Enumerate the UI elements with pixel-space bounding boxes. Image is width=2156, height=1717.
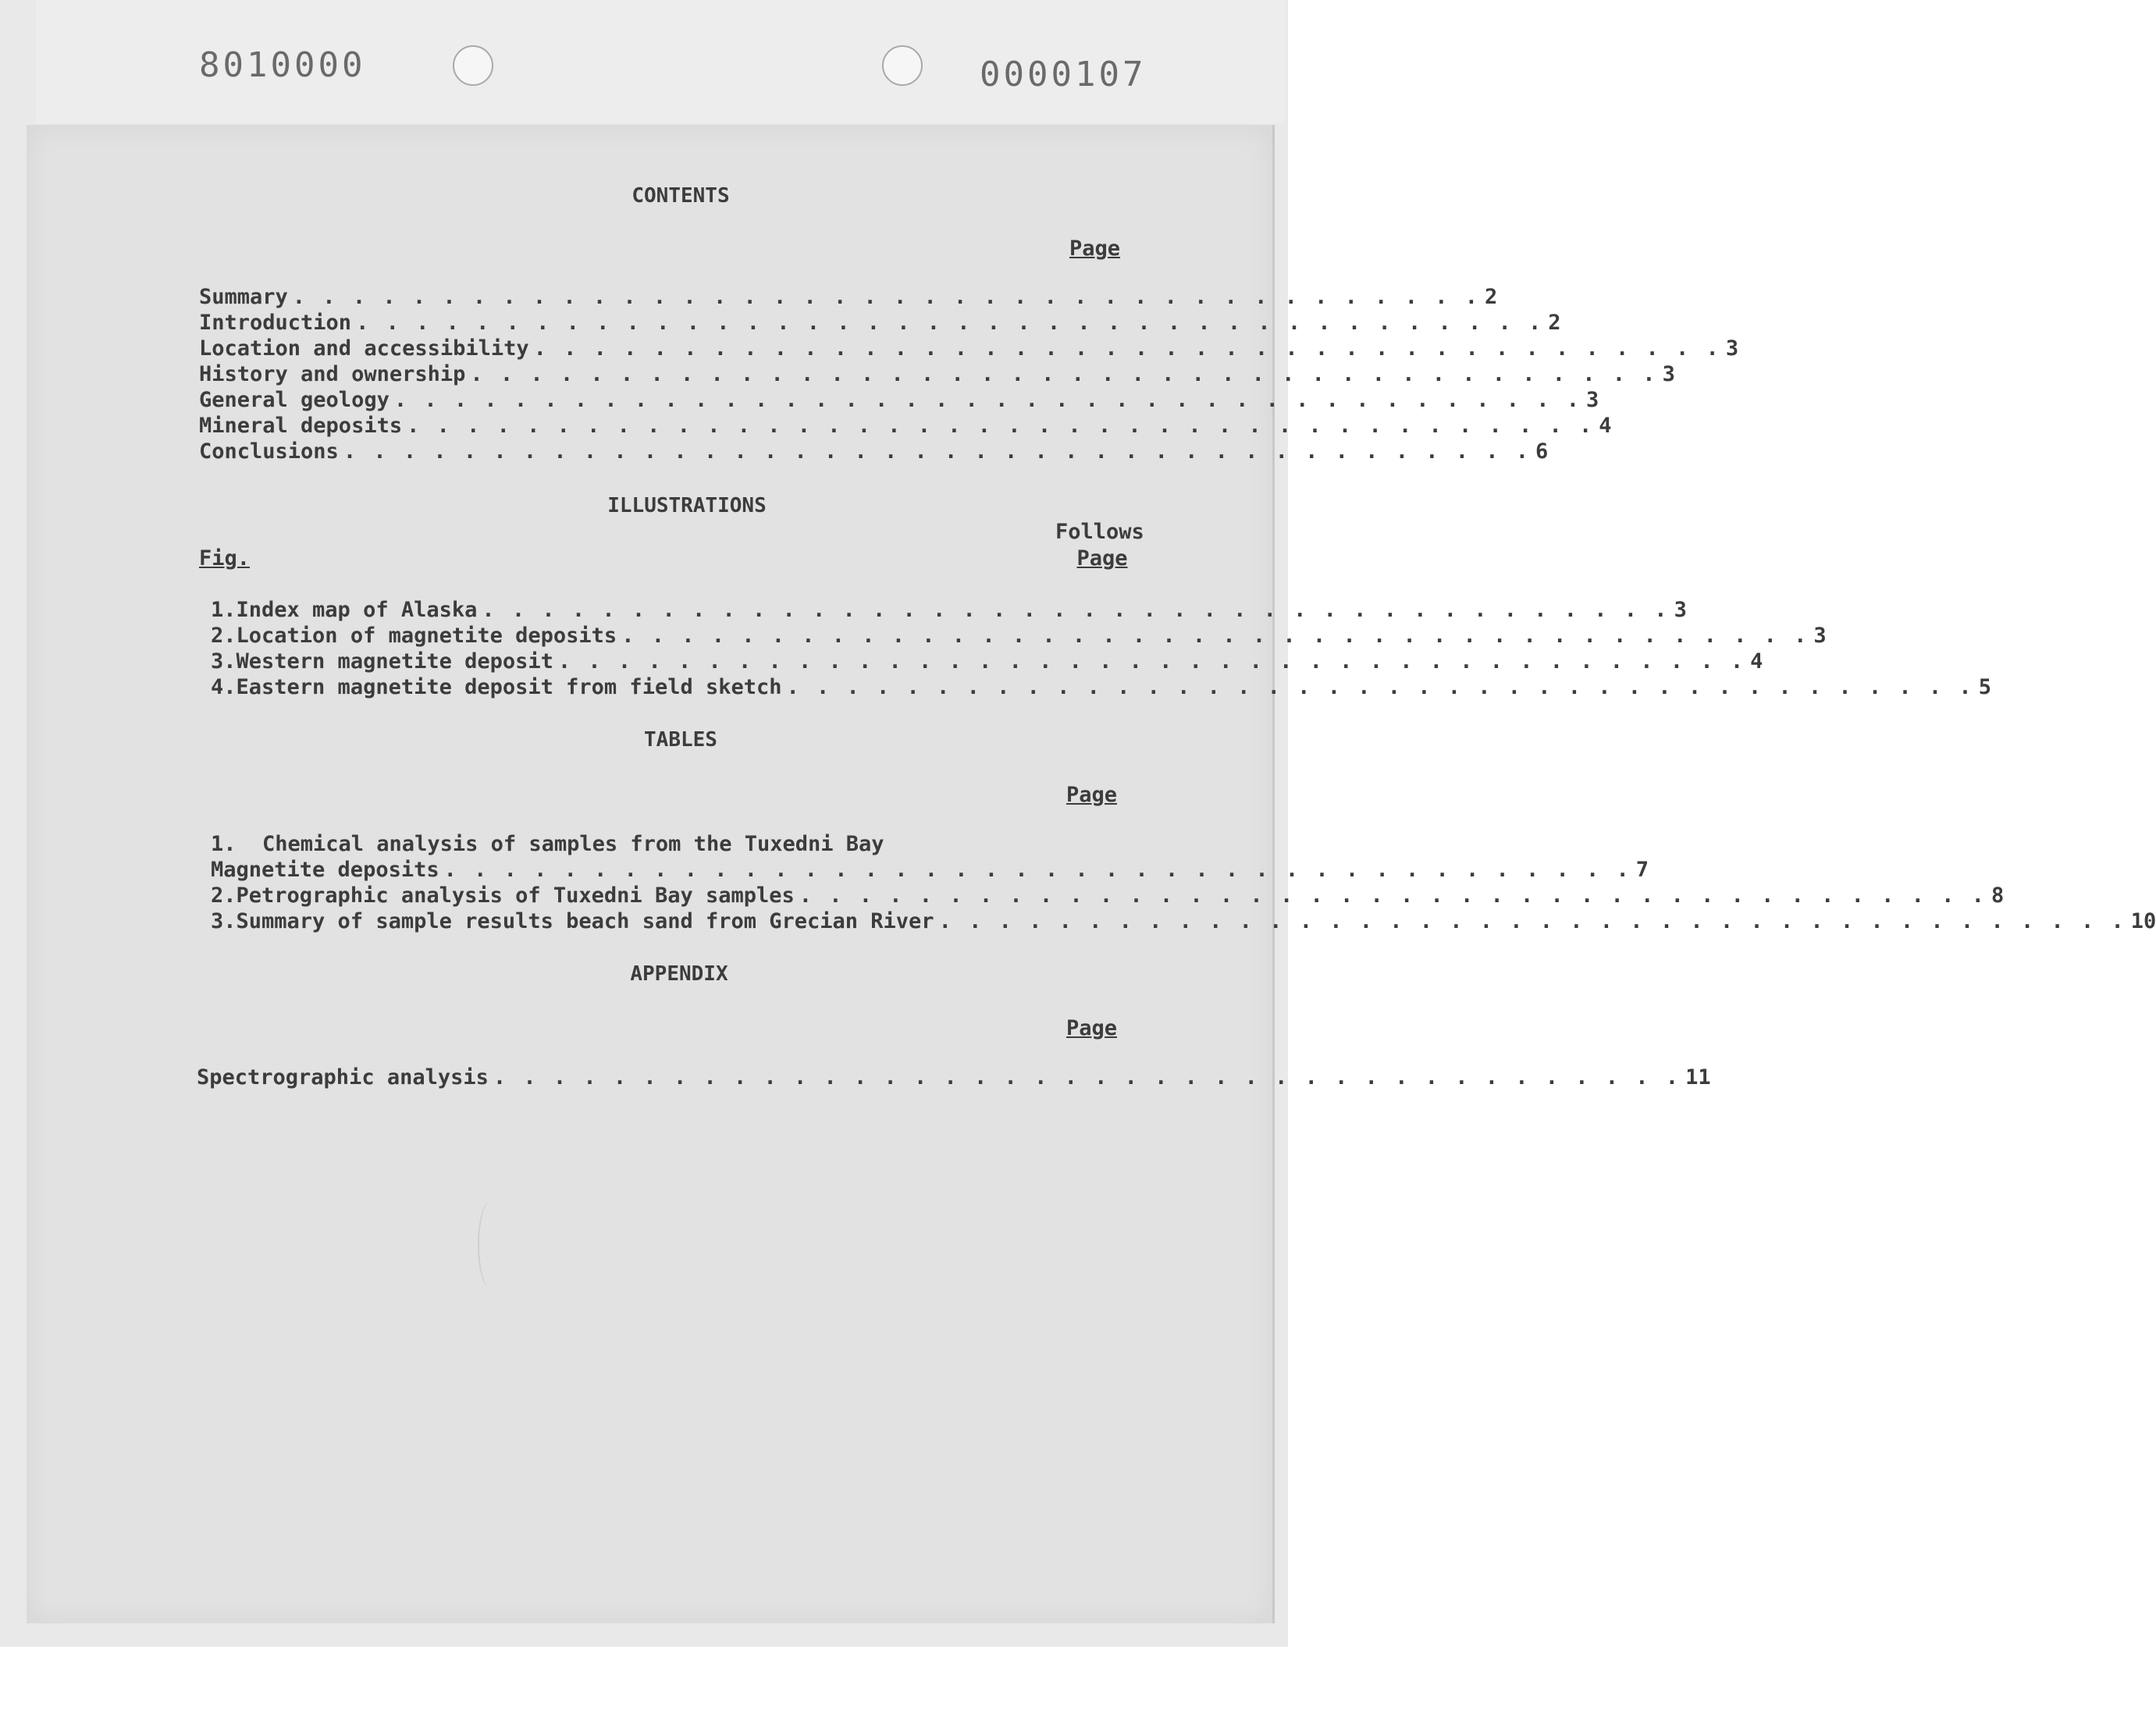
toc-entry-page: 3 bbox=[1662, 362, 1675, 386]
table-title-continued: Magnetite deposits bbox=[211, 858, 439, 882]
appendix-entry-title: Spectrographic analysis bbox=[197, 1065, 489, 1090]
figure-page: 3 bbox=[1813, 624, 1827, 648]
table-row-1-continued[interactable] bbox=[211, 858, 1649, 882]
table-page: 10 bbox=[2130, 909, 2156, 933]
leader-dots: . . . . . . . . . . . . . . . . . . . . . . . . . . . . . . . . . . . . . . . . bbox=[799, 883, 1987, 908]
toc-entry-page: 2 bbox=[1484, 285, 1498, 309]
table-number: 2. bbox=[211, 883, 237, 908]
leader-dots: . . . . . . . . . . . . . . . . . . . . . . . . . . . . . . . . . . . . . . . . bbox=[621, 624, 1809, 648]
figure-page: 3 bbox=[1674, 598, 1687, 622]
table-title: Summary of sample results beach sand from Grecian River bbox=[236, 909, 934, 933]
toc-entry-title: Conclusions bbox=[199, 439, 339, 464]
illustration-row-2[interactable] bbox=[211, 624, 1827, 648]
left-stamp-code: 8010000 bbox=[199, 45, 366, 85]
table-title: Petrographic analysis of Tuxedni Bay samples bbox=[236, 883, 795, 908]
follows-label: Follows bbox=[1055, 520, 1144, 544]
toc-row-location[interactable] bbox=[199, 336, 1739, 361]
fig-label: Fig. bbox=[199, 546, 251, 571]
toc-entry-title: Mineral deposits bbox=[199, 414, 403, 438]
leader-dots: . . . . . . . . . . . . . . . . . . . . . . . . . . . . . . . . . . . . . . . . bbox=[482, 598, 1670, 622]
right-stamp-code: 0000107 bbox=[980, 55, 1147, 94]
toc-row-summary[interactable] bbox=[199, 285, 1498, 309]
leader-dots: . . . . . . . . . . . . . . . . . . . . . . . . . . . . . . . . . . . . . . . . bbox=[407, 414, 1595, 438]
figure-number: 1. bbox=[211, 598, 237, 622]
illustrations-heading: ILLUSTRATIONS bbox=[607, 494, 767, 517]
contents-heading: CONTENTS bbox=[632, 184, 730, 208]
toc-entry-title: Introduction bbox=[199, 311, 352, 335]
tables-page-label: Page bbox=[1066, 783, 1118, 807]
table-number: 1. bbox=[211, 832, 237, 856]
leader-dots: . . . . . . . . . . . . . . . . . . . . . . . . . . . . . . . . . . . . . . . . bbox=[356, 311, 1544, 335]
figure-title: Location of magnetite deposits bbox=[236, 624, 617, 648]
table-page: 8 bbox=[1991, 883, 2005, 908]
toc-entry-page: 6 bbox=[1535, 439, 1549, 464]
appendix-page-label: Page bbox=[1066, 1016, 1118, 1040]
figure-page: 5 bbox=[1978, 675, 1991, 699]
table-page: 7 bbox=[1635, 858, 1649, 882]
figure-title: Index map of Alaska bbox=[236, 598, 478, 622]
table-row-2[interactable] bbox=[211, 883, 2005, 908]
leader-dots: . . . . . . . . . . . . . . . . . . . . . . . . . . . . . . . . . . . . . . . . bbox=[443, 858, 1631, 882]
toc-row-mineral-deposits[interactable] bbox=[199, 414, 1612, 438]
figure-page: 4 bbox=[1750, 649, 1763, 674]
appendix-heading: APPENDIX bbox=[630, 962, 728, 986]
figure-title: Western magnetite deposit bbox=[236, 649, 553, 674]
tables-heading: TABLES bbox=[644, 728, 717, 752]
leader-dots: . . . . . . . . . . . . . . . . . . . . . . . . . . . . . . . . . . . . . . . . bbox=[786, 675, 1974, 699]
leader-dots: . . . . . . . . . . . . . . . . . . . . . . . . . . . . . . . . . . . . . . . . bbox=[292, 285, 1480, 309]
appendix-row-spectrographic[interactable] bbox=[197, 1065, 1711, 1090]
toc-entry-title: History and ownership bbox=[199, 362, 466, 386]
leader-dots: . . . . . . . . . . . . . . . . . . . . . . . . . . . . . . . . . . . . . . . . bbox=[533, 336, 1721, 361]
toc-entry-title: Location and accessibility bbox=[199, 336, 529, 361]
illustration-row-3[interactable] bbox=[211, 649, 1763, 674]
appendix-entry-page: 11 bbox=[1685, 1065, 1711, 1090]
figure-number: 3. bbox=[211, 649, 237, 674]
figure-number: 2. bbox=[211, 624, 237, 648]
leader-dots: . . . . . . . . . . . . . . . . . . . . . . . . . . . . . . . . . . . . . . . . bbox=[493, 1065, 1681, 1090]
toc-entry-page: 4 bbox=[1599, 414, 1612, 438]
table-row-1[interactable] bbox=[211, 832, 1112, 856]
table-number: 3. bbox=[211, 909, 237, 933]
toc-entry-page: 3 bbox=[1725, 336, 1739, 361]
toc-row-geology[interactable] bbox=[199, 388, 1599, 412]
figure-title: Eastern magnetite deposit from field sketch bbox=[236, 675, 782, 699]
illustration-row-1[interactable] bbox=[211, 598, 1687, 622]
table-row-3[interactable] bbox=[211, 909, 2156, 933]
leader-dots: . . . . . . . . . . . . . . . . . . . . . . . . . . . . . . . . . . . . . . . . bbox=[470, 362, 1658, 386]
leader-dots: . . . . . . . . . . . . . . . . . . . . . . . . . . . . . . . . . . . . . . . . bbox=[938, 909, 2126, 933]
toc-entry-title: Summary bbox=[199, 285, 288, 309]
toc-row-conclusions[interactable] bbox=[199, 439, 1549, 464]
figure-number: 4. bbox=[211, 675, 237, 699]
toc-row-introduction[interactable] bbox=[199, 311, 1561, 335]
toc-row-history[interactable] bbox=[199, 362, 1675, 386]
toc-entry-page: 3 bbox=[1586, 388, 1599, 412]
illustration-row-4[interactable] bbox=[211, 675, 1991, 699]
illustrations-page-label: Page bbox=[1076, 546, 1128, 571]
leader-dots: . . . . . . . . . . . . . . . . . . . . . . . . . . . . . . . . . . . . . . . . bbox=[393, 388, 1582, 412]
table-title: Chemical analysis of samples from the Tuxedni Bay bbox=[262, 832, 884, 856]
leader-dots: . . . . . . . . . . . . . . . . . . . . . . . . . . . . . . . . . . . . . . . . bbox=[343, 439, 1531, 464]
contents-page-label: Page bbox=[1069, 236, 1121, 261]
toc-entry-page: 2 bbox=[1548, 311, 1561, 335]
toc-entry-title: General geology bbox=[199, 388, 390, 412]
leader-dots: . . . . . . . . . . . . . . . . . . . . . . . . . . . . . . . . . . . . . . . . bbox=[557, 649, 1746, 674]
